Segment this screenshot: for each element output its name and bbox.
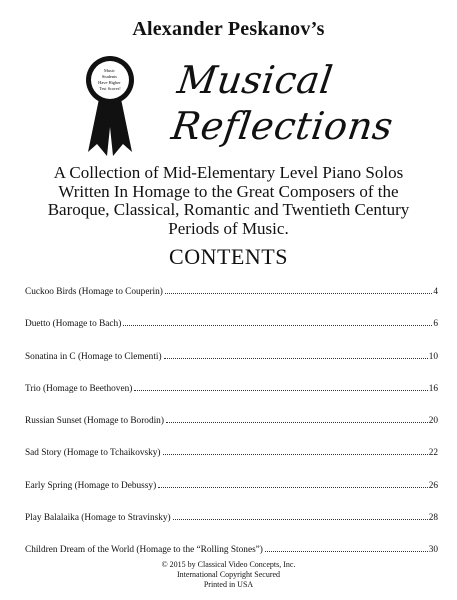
badge-text-line: Test Scores!: [99, 86, 121, 91]
title-line-musical: Musical: [174, 58, 336, 102]
subtitle-line: Written In Homage to the Great Composers of the: [58, 181, 399, 201]
toc-leader-dots: [166, 422, 428, 423]
toc-leader-dots: [164, 358, 428, 359]
toc-entry-title: Play Balalaika (Homage to Stravinsky): [25, 513, 171, 524]
toc-entry-page: 16: [428, 383, 438, 394]
toc-entry: [25, 319, 438, 351]
toc-entry-page: 20: [428, 416, 438, 427]
toc-entry-title: Sad Story (Homage to Tchaikovsky): [25, 448, 161, 459]
toc-leader-dots: [165, 293, 432, 294]
toc-entry-page: 30: [428, 545, 438, 556]
toc-entry-page: 22: [428, 448, 438, 459]
toc-entry: [25, 352, 438, 384]
badge-text-line: Have Higher: [98, 80, 121, 85]
award-ribbon-icon: [83, 56, 137, 156]
toc-entry-title: Russian Sunset (Homage to Borodin): [25, 416, 164, 427]
author-heading: Alexander Peskanov’s: [132, 18, 325, 40]
toc-entry-title: Trio (Homage to Beethoven): [25, 383, 133, 394]
toc-entry-page: 6: [433, 319, 438, 330]
title-line-reflections: Reflections: [168, 104, 396, 148]
toc-leader-dots: [173, 519, 428, 520]
table-of-contents: [25, 287, 438, 578]
footer-line: Printed in USA: [203, 580, 254, 589]
toc-entry: [25, 513, 438, 545]
toc-entry-title: Sonatina in C (Homage to Clementi): [25, 351, 162, 362]
toc-entry-title: Cuckoo Birds (Homage to Couperin): [25, 287, 163, 297]
toc-entry: [25, 416, 438, 448]
toc-entry-title: Early Spring (Homage to Debussy): [25, 480, 157, 491]
toc-entry: [25, 384, 438, 416]
toc-leader-dots: [123, 325, 432, 326]
footer-line: International Copyright Secured: [176, 570, 281, 579]
toc-leader-dots: [265, 551, 428, 552]
badge-text-line: Students: [101, 74, 118, 79]
subtitle-line: Periods of Music.: [168, 218, 289, 238]
toc-entry: [25, 287, 438, 319]
toc-entry-title: Duetto (Homage to Bach): [25, 319, 122, 330]
toc-entry: [25, 448, 438, 480]
subtitle-block: [0, 164, 457, 238]
toc-leader-dots: [158, 487, 428, 488]
contents-heading: CONTENTS: [169, 244, 288, 269]
toc-entry-page: 4: [433, 287, 438, 297]
toc-leader-dots: [163, 454, 428, 455]
toc-entry: [25, 481, 438, 513]
toc-leader-dots: [134, 390, 427, 391]
footer-line: © 2015 by Classical Video Concepts, Inc.: [161, 560, 296, 569]
copyright-footer: [0, 560, 457, 590]
toc-entry-page: 28: [428, 513, 438, 524]
toc-entry-page: 10: [428, 351, 438, 362]
badge-text-line: Music: [103, 68, 115, 73]
toc-entry-page: 26: [428, 480, 438, 491]
subtitle-line: A Collection of Mid-Elementary Level Piano Solos: [53, 163, 404, 182]
toc-entry-title: Children Dream of the World (Homage to the “Rolling Stones”): [25, 545, 263, 556]
subtitle-line: Baroque, Classical, Romantic and Twentieth Century: [47, 200, 410, 219]
